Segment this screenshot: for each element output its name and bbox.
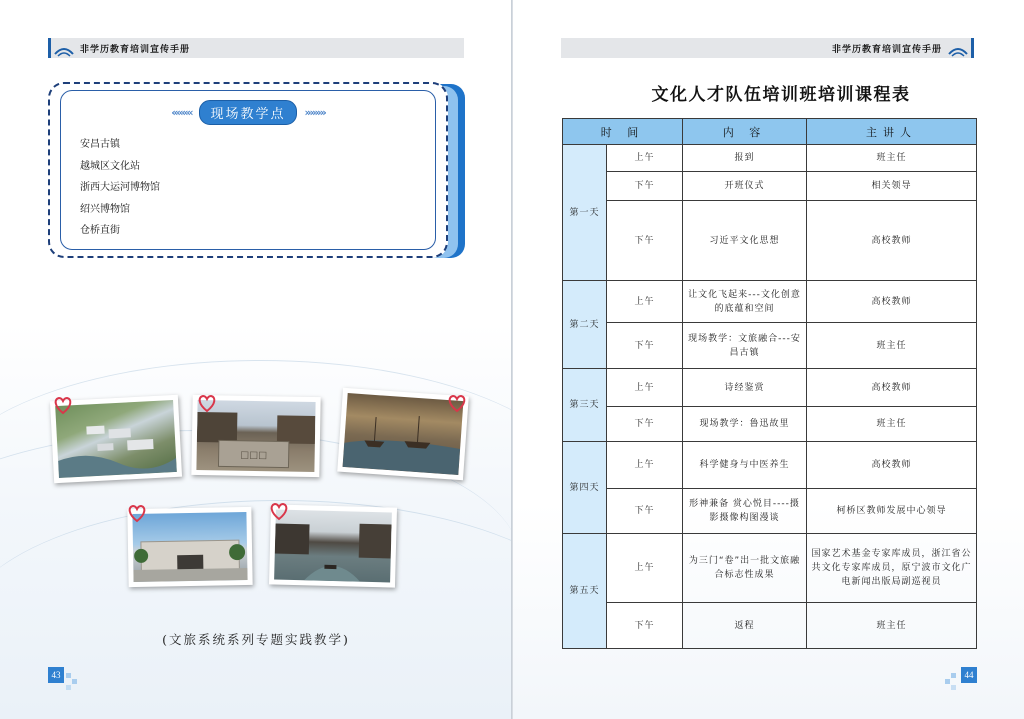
- content-cell: 现场教学：鲁迅故里: [683, 407, 807, 442]
- section-heading: [50, 100, 446, 125]
- content-cell: 开班仪式: [683, 172, 807, 201]
- table-row: [563, 201, 977, 281]
- speaker-cell: 高校教师: [807, 442, 977, 489]
- table-row: [563, 442, 977, 489]
- content-cell: 让文化飞起来---文化创意的底蕴和空间: [683, 281, 807, 323]
- schedule-title: 文化人才队伍培训班培训课程表: [651, 85, 911, 105]
- list-item: 安昌古镇: [80, 139, 120, 150]
- heart-pin-icon: [52, 394, 74, 416]
- column-header-time: 时 间: [563, 119, 683, 145]
- content-cell: 形神兼备 赏心悦目----摄影摄像构图漫谈: [683, 489, 807, 534]
- table-row: [563, 172, 977, 201]
- speaker-cell: 相关领导: [807, 172, 977, 201]
- day-cell: 第二天: [563, 281, 607, 369]
- page-number: 44: [961, 667, 977, 683]
- course-schedule-table: [562, 118, 977, 649]
- chevron-right-icon: ››››››››: [304, 106, 325, 119]
- photo-caption: (文旅系统系列专题实践教学): [162, 632, 350, 647]
- speaker-cell: 班主任: [807, 323, 977, 369]
- content-cell: 为三门“卷”出一批文旅融合标志性成果: [683, 534, 807, 603]
- content-cell: 报到: [683, 145, 807, 172]
- content-cell: 诗经鉴赏: [683, 369, 807, 407]
- half-day-cell: 下午: [607, 201, 683, 281]
- content-cell: 返程: [683, 603, 807, 649]
- half-day-cell: 上午: [607, 442, 683, 489]
- header-title: 非学历教育培训宣传手册: [831, 44, 942, 55]
- school-logo-icon: [948, 42, 968, 54]
- day-cell: 第一天: [563, 145, 607, 281]
- table-row: [563, 489, 977, 534]
- speaker-cell: 高校教师: [807, 201, 977, 281]
- table-header-row: [563, 119, 977, 145]
- speaker-cell: 高校教师: [807, 369, 977, 407]
- content-cell: 现场教学：文旅融合---安昌古镇: [683, 323, 807, 369]
- section-label: 现场教学点: [199, 100, 296, 125]
- page-header: [48, 38, 464, 58]
- speaker-cell: 班主任: [807, 407, 977, 442]
- heart-pin-icon: [268, 500, 290, 522]
- table-row: [563, 145, 977, 172]
- half-day-cell: 上午: [607, 281, 683, 323]
- page-header: [561, 38, 974, 58]
- day-cell: 第三天: [563, 369, 607, 442]
- speaker-cell: 班主任: [807, 603, 977, 649]
- table-row: [563, 407, 977, 442]
- column-header-content: 内 容: [683, 119, 807, 145]
- table-row: [563, 534, 977, 603]
- heart-pin-icon: [126, 502, 148, 524]
- column-header-speaker: 主讲人: [807, 119, 977, 145]
- half-day-cell: 下午: [607, 323, 683, 369]
- list-item: 仓桥直街: [80, 225, 120, 236]
- half-day-cell: 下午: [607, 489, 683, 534]
- dots-decoration: [945, 673, 961, 689]
- dots-decoration: [66, 673, 82, 689]
- page-number: 43: [48, 667, 64, 683]
- half-day-cell: 上午: [607, 369, 683, 407]
- chevron-left-icon: ‹‹‹‹‹‹‹‹: [171, 106, 192, 119]
- header-accent-bar: [48, 38, 51, 58]
- half-day-cell: 上午: [607, 145, 683, 172]
- header-accent-bar: [971, 38, 974, 58]
- speaker-cell: 班主任: [807, 145, 977, 172]
- table-row: [563, 603, 977, 649]
- school-logo-icon: [54, 42, 74, 54]
- location-list: [80, 134, 160, 242]
- content-cell: 科学健身与中医养生: [683, 442, 807, 489]
- list-item: 绍兴博物馆: [80, 203, 130, 215]
- speaker-cell: 柯桥区教师发展中心领导: [807, 489, 977, 534]
- header-title: 非学历教育培训宣传手册: [80, 44, 191, 55]
- speaker-cell: 国家艺术基金专家库成员，浙江省公共文化专家库成员，原宁波市文化广电新闻出版局副巡视员: [807, 534, 977, 603]
- list-item: 越城区文化站: [80, 160, 140, 172]
- half-day-cell: 下午: [607, 407, 683, 442]
- day-cell: 第四天: [563, 442, 607, 534]
- heart-pin-icon: [446, 392, 468, 414]
- day-cell: 第五天: [563, 534, 607, 649]
- heart-pin-icon: [196, 392, 218, 414]
- svg-text:☐☐☐: ☐☐☐: [240, 450, 268, 463]
- list-item: 浙西大运河博物馆: [80, 182, 160, 193]
- table-row: [563, 369, 977, 407]
- content-cell: 习近平文化思想: [683, 201, 807, 281]
- half-day-cell: 上午: [607, 534, 683, 603]
- half-day-cell: 下午: [607, 172, 683, 201]
- table-row: [563, 281, 977, 323]
- table-row: [563, 323, 977, 369]
- half-day-cell: 下午: [607, 603, 683, 649]
- teaching-sites-box: [48, 82, 448, 258]
- speaker-cell: 高校教师: [807, 281, 977, 323]
- right-page: [512, 0, 1024, 719]
